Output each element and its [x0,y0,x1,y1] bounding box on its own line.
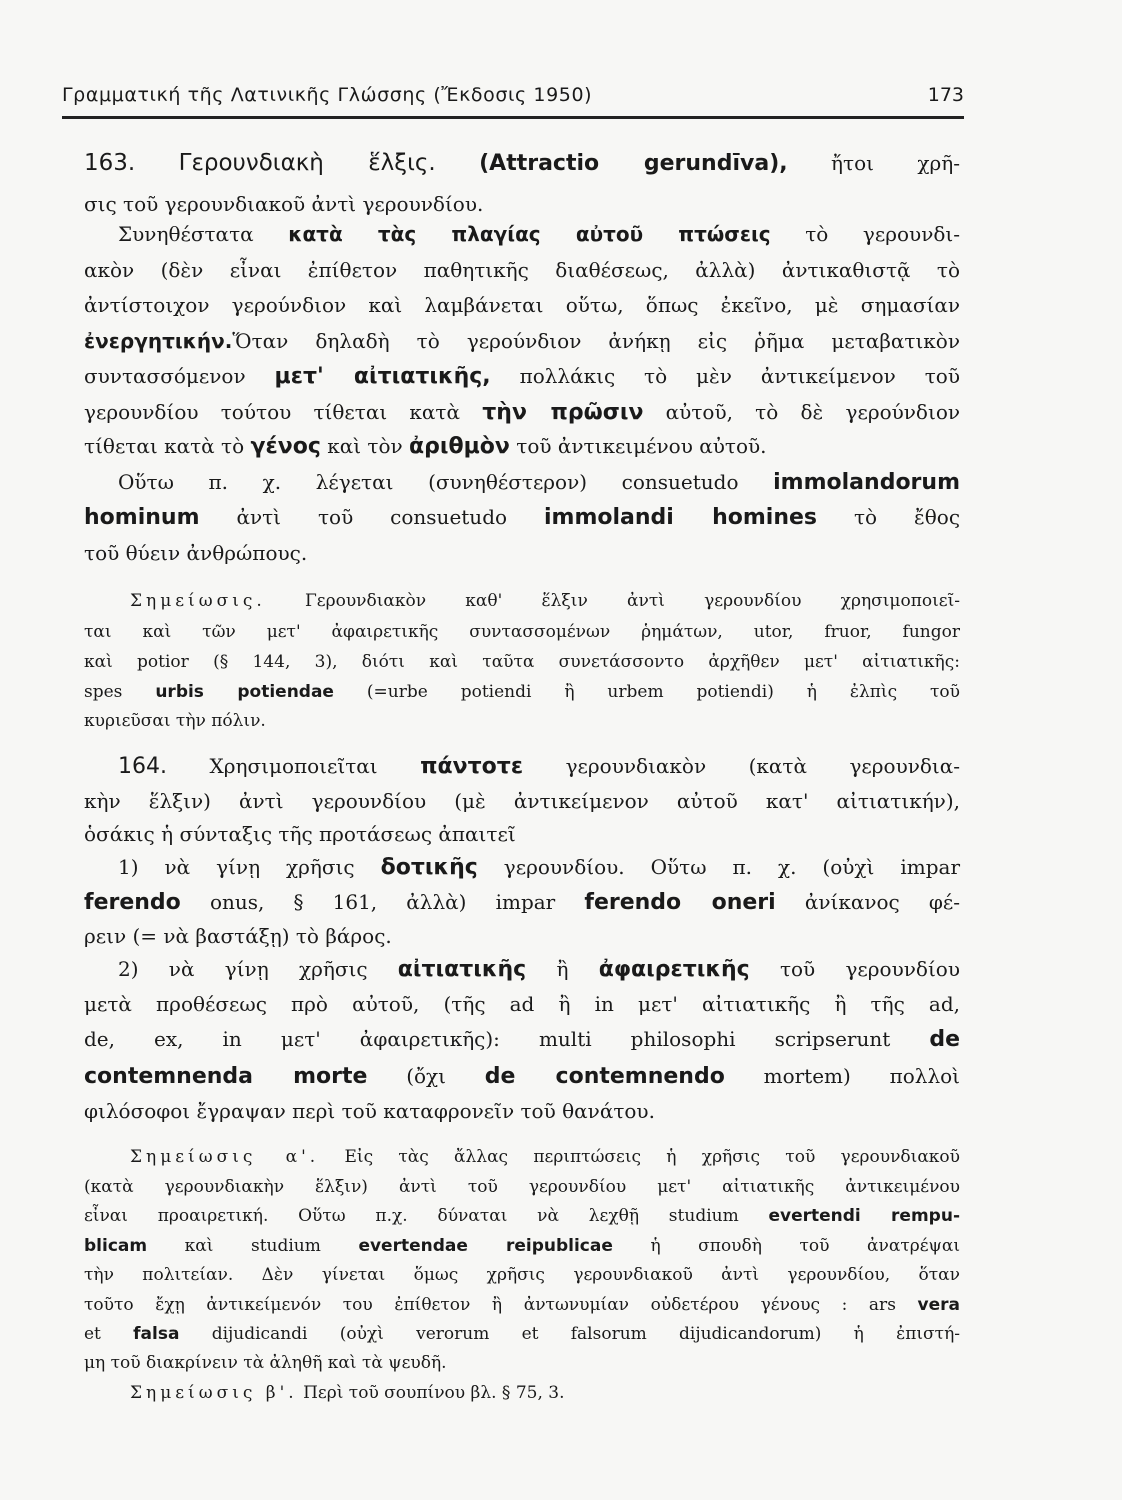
text-run: mortem) πολλοὶ [763,1064,961,1088]
text-run: συντασσόμενον [84,364,246,388]
emphasis-run: vera [917,1295,960,1315]
text-run: καὶ τὸν [327,434,403,458]
text-run: onus, § 161, ἀλλὰ) impar [209,890,556,914]
s164-item2-line-1 [118,957,960,982]
note164a-line-2: (κατὰ γερουνδιακὴν ἕλξιν) ἀντὶ τοῦ γερουνδίου μετ' αἰτιατικῆς ἀντικειμένου [84,1177,960,1197]
text-run: γερουνδιακὸν (κατὰ γερουνδια- [565,754,961,778]
emphasis-run: τὴν πρῶσιν [482,400,644,425]
text-run: 2) νὰ γίνῃ χρῆσις [118,957,368,981]
emphasis-run: de contemnendo [484,1064,725,1089]
text-run: τὸ ἔθος [853,505,961,529]
text-run: (=urbe potiendi ἢ urbem potiendi) ἡ ἐλπὶς τοῦ [366,682,960,702]
s163-p1-line-5 [84,364,960,389]
s163-latin-term: (Attractio gerundīva), [479,151,788,176]
emphasis-run: contemnenda morte [84,1064,368,1089]
emphasis-run: immolandi homines [544,505,818,530]
note164a-line-4 [84,1236,960,1256]
text-run: 1) νὰ γίνῃ χρῆσις [118,855,355,879]
text-run: Περὶ τοῦ σουπίνου βλ. § 75, 3. [303,1383,565,1403]
text-run: γερουνδίου τούτου τίθεται κατὰ [84,400,461,424]
text-run: τὸ γερουνδι- [805,222,960,246]
text-run: πολλάκις τὸ μὲν ἀντικείμενον τοῦ [519,364,961,388]
header-rule [62,116,964,119]
text-run: αὐτοῦ, τὸ δὲ γερούνδιον [665,400,961,424]
s163-p1-line-2: ακὸν (δὲν εἶναι ἐπίθετον παθητικῆς διαθέσεως, ἀλλὰ) ἀντικαθιστᾷ τὸ [84,258,960,282]
emphasis-run: μετ' αἰτιατικῆς, [274,364,491,389]
note163-line-4 [84,682,960,702]
s164-item1-line-1 [118,855,960,880]
note-label: Σημείωσις β'. [130,1383,298,1403]
text-run: ἀνίκανος φέ- [804,890,960,914]
text-run: Συνηθέστατα [118,222,254,246]
s163-heading-line [84,150,960,176]
note164a-line-1 [130,1147,960,1167]
text-run: Ὅταν δηλαδὴ τὸ γερούνδιον ἀνήκῃ εἰς ῥῆμα μεταβατικὸν [232,329,960,353]
text-run: Εἰς τὰς ἄλλας περιπτώσεις ἡ χρῆσις τοῦ γερουνδιακοῦ [344,1147,960,1167]
s163-heading: Γερουνδιακὴ ἕλξις. [178,150,436,176]
emphasis-run: ἀφαιρετικῆς [598,957,750,982]
emphasis-run: ἐνεργητικήν. [84,329,233,353]
note-label: Σημείωσις. [130,591,266,611]
text-run: (ὄχι [406,1064,447,1088]
note163-line-5: κυριεῦσαι τὴν πόλιν. [84,711,266,731]
s163-p2-line-2 [84,505,960,530]
text-run: ἡ σπουδὴ τοῦ ἀνατρέψαι [650,1236,960,1256]
s163-number: 163. [84,150,136,176]
note163-line-2: ται καὶ τῶν μετ' ἀφαιρετικῆς συντασσομένων ῥημάτων, utor, fruor, fungor [84,622,960,642]
emphasis-run: δοτικῆς [380,855,478,880]
s163-p1-line-3: ἀντίστοιχον γερούνδιον καὶ λαμβάνεται οὕτω, ὅπως ἐκεῖνο, μὲ σημασίαν [84,293,960,317]
emphasis-run: πάντοτε [420,754,524,779]
text-run: ἢ [556,957,569,981]
text-run: et [84,1324,101,1344]
text-run: spes [84,682,123,702]
text-run: τοῦ ἀντικειμένου αὐτοῦ. [516,434,767,458]
emphasis-run: κατὰ τὰς πλαγίας αὐτοῦ πτώσεις [288,222,771,246]
s164-item2-line-4 [84,1064,960,1089]
text-run: dijudicandi (οὐχὶ verorum et falsorum dijudicandorum) ἡ ἐπιστή- [211,1324,960,1344]
s164-item1-line-3: ρειν (= νὰ βαστάξῃ) τὸ βάρος. [84,924,392,948]
text-run: ἀντὶ τοῦ consuetudo [236,505,508,529]
s163-p2-line-3: τοῦ θύειν ἀνθρώπους. [84,541,308,565]
s164-line-1 [118,754,960,779]
text-run: τοῦτο ἔχῃ ἀντικείμενόν του ἐπίθετον ἢ ἀντωνυμίαν οὐδετέρου γένους : ars [84,1295,896,1315]
emphasis-run: αἰτιατικῆς [397,957,527,982]
s163-line-2: σις τοῦ γερουνδιακοῦ ἀντὶ γερουνδίου. [84,192,484,216]
emphasis-run: immolandorum [773,470,960,495]
s163-p1-line-6 [84,400,960,425]
text-run: Γερουνδιακὸν καθ' ἕλξιν ἀντὶ γερουνδίου χρησιμοποιεῖ- [305,591,960,611]
s164-item2-line-2: μετὰ προθέσεως πρὸ αὐτοῦ, (τῆς ad ἢ in μετ' αἰτιατικῆς ἢ τῆς ad, [84,992,960,1016]
emphasis-run: hominum [84,505,200,530]
emphasis-run: urbis potiendae [155,682,334,702]
running-header [62,84,964,114]
s163-p1-line-4 [84,329,960,353]
note164a-line-3 [84,1206,960,1226]
s164-line-2: κὴν ἕλξιν) ἀντὶ γερουνδίου (μὲ ἀντικείμενον αὐτοῦ κατ' αἰτιατικήν), [84,789,960,813]
text-run: Οὕτω π. χ. λέγεται (συνηθέστερον) consuetudo [118,470,739,494]
note163-line-3: καὶ potior (§ 144, 3), διότι καὶ ταῦτα συνετάσσοντο ἀρχῆθεν μετ' αἰτιατικῆς: [84,652,960,672]
emphasis-run: ferendo [84,890,181,915]
s164-number: 164. [118,754,167,779]
s164-item1-line-2 [84,890,960,915]
text-run: καὶ studium [184,1236,321,1256]
text-run: τίθεται κατὰ τὸ [84,434,245,458]
text-run: τοῦ γερουνδίου [779,957,960,981]
note164a-line-5: τὴν πολιτείαν. Δὲν γίνεται ὅμως χρῆσις γερουνδιακοῦ ἀντὶ γερουνδίου, ὅταν [84,1265,960,1285]
emphasis-run: evertendae reipublicae [358,1236,613,1256]
emphasis-run: evertendi rempu- [768,1206,960,1226]
s163-p1-line-1 [118,222,960,246]
text-run: εἶναι προαιρετική. Οὕτω π.χ. δύναται νὰ λεχθῇ studium [84,1206,739,1226]
s164-line-3: ὁσάκις ἡ σύνταξις τῆς προτάσεως ἀπαιτεῖ [84,822,516,846]
text-run: Χρησιμοποιεῖται [209,754,378,778]
s164-item2-line-5: φιλόσοφοι ἔγραψαν περὶ τοῦ καταφρονεῖν τοῦ θανάτου. [84,1099,655,1123]
emphasis-run: falsa [133,1324,180,1344]
emphasis-run: ferendo oneri [584,890,776,915]
s164-item2-line-3 [84,1027,960,1052]
note164b-line [130,1383,960,1403]
text-run: γερουνδίου. Οὕτω π. χ. (οὐχὶ impar [503,855,961,879]
page-number: 173 [927,84,964,106]
running-title: Γραμματική τῆς Λατινικῆς Γλώσσης (Ἔκδοσις 1950) [62,84,593,106]
emphasis-run: de [929,1027,961,1052]
s163-p2-line-1 [118,470,960,495]
note164a-line-8: μη τοῦ διακρίνειν τὰ ἀληθῆ καὶ τὰ ψευδῆ. [84,1353,447,1373]
note163-line-1 [130,591,960,611]
text-run: de, ex, in μετ' ἀφαιρετικῆς): multi philosophi scripserunt [84,1027,891,1051]
note164a-line-6 [84,1295,960,1315]
note164a-line-7 [84,1324,960,1344]
emphasis-run: blicam [84,1236,148,1256]
s163-heading-tail: ἤτοι χρῆ- [831,151,960,175]
emphasis-run: γένος [250,434,321,459]
emphasis-run: ἀριθμὸν [409,434,510,459]
note-label: Σημείωσις α'. [130,1147,320,1167]
s163-p1-line-7 [84,434,960,459]
